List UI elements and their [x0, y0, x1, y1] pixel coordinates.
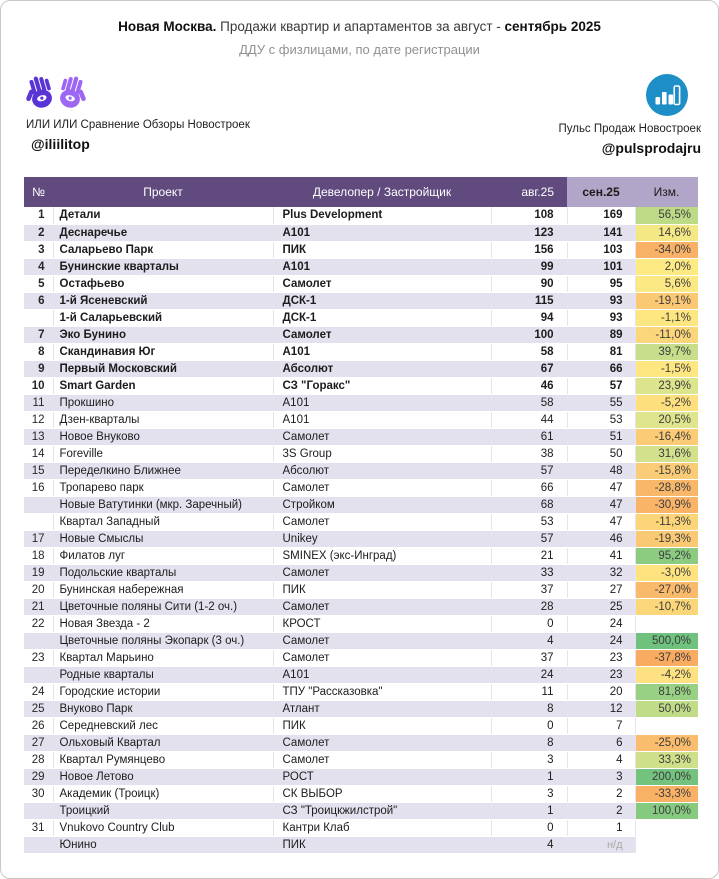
title-main: Продажи квартир и апартаментов за август - — [216, 19, 505, 34]
table-row — [24, 785, 698, 802]
sales-table — [24, 177, 698, 854]
row-change-value: -3,0% — [635, 564, 698, 581]
row-rank: 19 — [24, 564, 53, 581]
row-developer: РОСТ — [273, 768, 491, 785]
row-project-name: Внуково Парк — [53, 700, 273, 717]
row-rank: 24 — [24, 683, 53, 700]
row-aug25-value: 115 — [491, 292, 567, 309]
row-project-name: Городские истории — [53, 683, 273, 700]
row-developer: 3S Group — [273, 445, 491, 462]
table-row — [24, 700, 698, 717]
sales-table-body — [24, 207, 698, 853]
row-aug25-value: 8 — [491, 734, 567, 751]
row-aug25-value: 58 — [491, 394, 567, 411]
brand-left-handle: @iliilitop — [31, 136, 90, 152]
row-project-name: Дзен-кварталы — [53, 411, 273, 428]
row-sep25-value: 2 — [567, 802, 635, 819]
row-aug25-value: 33 — [491, 564, 567, 581]
col-header-developer: Девелопер / Застройщик — [273, 177, 491, 207]
row-developer: Самолет — [273, 326, 491, 343]
row-rank: 12 — [24, 411, 53, 428]
row-rank: 29 — [24, 768, 53, 785]
row-aug25-value: 99 — [491, 258, 567, 275]
row-rank: 8 — [24, 343, 53, 360]
row-change-value: 81,8% — [635, 683, 698, 700]
row-change-value: 14,6% — [635, 224, 698, 241]
row-rank: 25 — [24, 700, 53, 717]
table-row — [24, 462, 698, 479]
row-sep25-value: 7 — [567, 717, 635, 734]
row-sep25-value: 41 — [567, 547, 635, 564]
row-aug25-value: 3 — [491, 785, 567, 802]
table-row — [24, 836, 698, 853]
row-sep25-value: 3 — [567, 768, 635, 785]
table-row — [24, 377, 698, 394]
table-row — [24, 428, 698, 445]
table-row — [24, 768, 698, 785]
row-developer: Самолет — [273, 428, 491, 445]
row-aug25-value: 24 — [491, 666, 567, 683]
row-aug25-value: 4 — [491, 836, 567, 853]
row-aug25-value: 90 — [491, 275, 567, 292]
row-change-value: -37,8% — [635, 649, 698, 666]
row-aug25-value: 61 — [491, 428, 567, 445]
row-change-value: -1,5% — [635, 360, 698, 377]
row-aug25-value: 108 — [491, 207, 567, 224]
row-project-name: Квартал Западный — [53, 513, 273, 530]
row-aug25-value: 57 — [491, 530, 567, 547]
table-row — [24, 258, 698, 275]
row-aug25-value: 4 — [491, 632, 567, 649]
row-change-value: 95,2% — [635, 547, 698, 564]
row-sep25-value: 4 — [567, 751, 635, 768]
row-rank: 5 — [24, 275, 53, 292]
table-row — [24, 802, 698, 819]
row-project-name: Новые Смыслы — [53, 530, 273, 547]
row-developer: А101 — [273, 666, 491, 683]
row-sep25-value: 23 — [567, 649, 635, 666]
row-project-name: Скандинавия Юг — [53, 343, 273, 360]
row-project-name: Юнино — [53, 836, 273, 853]
row-rank — [24, 309, 53, 326]
row-sep25-value: 47 — [567, 496, 635, 513]
row-aug25-value: 67 — [491, 360, 567, 377]
row-change-value: -19,3% — [635, 530, 698, 547]
table-row — [24, 343, 698, 360]
row-developer: ДСК-1 — [273, 309, 491, 326]
row-developer: А101 — [273, 343, 491, 360]
row-developer: КРОСТ — [273, 615, 491, 632]
row-project-name: Академик (Троицк) — [53, 785, 273, 802]
row-change-value: -33,3% — [635, 785, 698, 802]
row-sep25-value: 20 — [567, 683, 635, 700]
row-sep25-value: 51 — [567, 428, 635, 445]
row-developer: Самолет — [273, 479, 491, 496]
row-rank — [24, 513, 53, 530]
row-developer: Абсолют — [273, 462, 491, 479]
row-sep25-value: 57 — [567, 377, 635, 394]
row-sep25-value: 46 — [567, 530, 635, 547]
row-change-value: 50,0% — [635, 700, 698, 717]
row-developer: Стройком — [273, 496, 491, 513]
row-aug25-value: 8 — [491, 700, 567, 717]
row-sep25-value: 12 — [567, 700, 635, 717]
bar-chart-circle-icon — [558, 73, 701, 117]
row-sep25-value: 6 — [567, 734, 635, 751]
table-row — [24, 564, 698, 581]
table-row — [24, 530, 698, 547]
row-developer: Самолет — [273, 734, 491, 751]
row-rank: 1 — [24, 207, 53, 224]
row-aug25-value: 21 — [491, 547, 567, 564]
row-project-name: Foreville — [53, 445, 273, 462]
row-change-value: 33,3% — [635, 751, 698, 768]
row-rank: 6 — [24, 292, 53, 309]
table-row — [24, 445, 698, 462]
row-project-name: Подольские кварталы — [53, 564, 273, 581]
row-aug25-value: 66 — [491, 479, 567, 496]
row-sep25-value: 89 — [567, 326, 635, 343]
col-header-sep25: сен.25 — [567, 177, 635, 207]
row-change-value: 56,5% — [635, 207, 698, 224]
row-developer: Самолет — [273, 598, 491, 615]
col-header-rank: № — [24, 177, 53, 207]
table-row — [24, 394, 698, 411]
row-change-value: 23,9% — [635, 377, 698, 394]
table-row — [24, 547, 698, 564]
row-project-name: Троицкий — [53, 802, 273, 819]
row-developer: Самолет — [273, 649, 491, 666]
row-rank: 7 — [24, 326, 53, 343]
table-row — [24, 479, 698, 496]
col-header-change: Изм. — [635, 177, 698, 207]
row-project-name: Переделкино Ближнее — [53, 462, 273, 479]
row-change-value: 100,0% — [635, 802, 698, 819]
row-project-name: Деснаречье — [53, 224, 273, 241]
row-sep25-value: 2 — [567, 785, 635, 802]
row-rank — [24, 496, 53, 513]
row-change-value — [635, 836, 698, 853]
row-sep25-value: 103 — [567, 241, 635, 258]
page-title — [1, 19, 718, 34]
brand-left — [26, 73, 250, 152]
table-row — [24, 360, 698, 377]
row-developer: СЗ "Горакс" — [273, 377, 491, 394]
row-change-value: 20,5% — [635, 411, 698, 428]
row-project-name: Бунинские кварталы — [53, 258, 273, 275]
brand-right — [558, 73, 701, 156]
row-developer: ДСК-1 — [273, 292, 491, 309]
row-aug25-value: 11 — [491, 683, 567, 700]
row-project-name: Родные кварталы — [53, 666, 273, 683]
row-change-value: -25,0% — [635, 734, 698, 751]
table-row — [24, 717, 698, 734]
row-sep25-value: 47 — [567, 513, 635, 530]
table-row — [24, 309, 698, 326]
table-row — [24, 598, 698, 615]
row-aug25-value: 53 — [491, 513, 567, 530]
row-sep25-value: 32 — [567, 564, 635, 581]
table-row — [24, 224, 698, 241]
table-row — [24, 581, 698, 598]
row-developer: Самолет — [273, 632, 491, 649]
row-change-value: 5,6% — [635, 275, 698, 292]
col-header-project: Проект — [53, 177, 273, 207]
row-aug25-value: 58 — [491, 343, 567, 360]
row-developer: Абсолют — [273, 360, 491, 377]
table-row — [24, 632, 698, 649]
row-change-value: 39,7% — [635, 343, 698, 360]
row-rank — [24, 632, 53, 649]
row-rank: 4 — [24, 258, 53, 275]
row-change-value — [635, 819, 698, 836]
row-aug25-value: 44 — [491, 411, 567, 428]
row-developer: ПИК — [273, 241, 491, 258]
row-sep25-value: 141 — [567, 224, 635, 241]
brand-left-name: ИЛИ ИЛИ Сравнение Обзоры Новостроек — [26, 119, 250, 131]
row-aug25-value: 38 — [491, 445, 567, 462]
row-rank — [24, 802, 53, 819]
row-sep25-value: 169 — [567, 207, 635, 224]
row-project-name: Новое Летово — [53, 768, 273, 785]
row-rank: 20 — [24, 581, 53, 598]
row-rank: 16 — [24, 479, 53, 496]
row-sep25-value: 93 — [567, 309, 635, 326]
row-sep25-value: 27 — [567, 581, 635, 598]
row-project-name: Детали — [53, 207, 273, 224]
brand-right-handle: @pulsprodajru — [601, 140, 701, 156]
row-sep25-value: н/д — [567, 836, 635, 853]
row-sep25-value: 24 — [567, 615, 635, 632]
table-row — [24, 241, 698, 258]
row-change-value: -15,8% — [635, 462, 698, 479]
row-developer: Самолет — [273, 513, 491, 530]
row-aug25-value: 1 — [491, 802, 567, 819]
row-developer: Самолет — [273, 275, 491, 292]
row-developer: ПИК — [273, 717, 491, 734]
row-rank: 22 — [24, 615, 53, 632]
table-row — [24, 496, 698, 513]
row-developer: Самолет — [273, 751, 491, 768]
row-aug25-value: 100 — [491, 326, 567, 343]
row-aug25-value: 3 — [491, 751, 567, 768]
col-header-aug25: авг.25 — [491, 177, 567, 207]
row-developer: ТПУ "Рассказовка" — [273, 683, 491, 700]
row-change-value: -19,1% — [635, 292, 698, 309]
table-header — [24, 177, 698, 207]
row-project-name: Vnukovo Country Club — [53, 819, 273, 836]
row-rank: 2 — [24, 224, 53, 241]
row-rank — [24, 836, 53, 853]
row-change-value: 200,0% — [635, 768, 698, 785]
row-rank — [24, 666, 53, 683]
row-aug25-value: 0 — [491, 819, 567, 836]
table-row — [24, 734, 698, 751]
row-aug25-value: 94 — [491, 309, 567, 326]
table-row — [24, 649, 698, 666]
row-project-name: Новая Звезда - 2 — [53, 615, 273, 632]
row-developer: ПИК — [273, 836, 491, 853]
row-project-name: Остафьево — [53, 275, 273, 292]
row-aug25-value: 57 — [491, 462, 567, 479]
row-aug25-value: 1 — [491, 768, 567, 785]
row-rank: 10 — [24, 377, 53, 394]
row-aug25-value: 37 — [491, 649, 567, 666]
row-developer: Самолет — [273, 564, 491, 581]
row-rank: 30 — [24, 785, 53, 802]
row-rank: 14 — [24, 445, 53, 462]
row-change-value: -10,7% — [635, 598, 698, 615]
row-project-name: Цветочные поляны Экопарк (3 оч.) — [53, 632, 273, 649]
row-sep25-value: 101 — [567, 258, 635, 275]
row-rank: 18 — [24, 547, 53, 564]
table-row — [24, 751, 698, 768]
row-rank: 13 — [24, 428, 53, 445]
row-project-name: Новые Ватутинки (мкр. Заречный) — [53, 496, 273, 513]
row-project-name: Квартал Румянцево — [53, 751, 273, 768]
row-change-value: -16,4% — [635, 428, 698, 445]
row-rank: 15 — [24, 462, 53, 479]
row-sep25-value: 55 — [567, 394, 635, 411]
row-rank: 9 — [24, 360, 53, 377]
row-project-name: Саларьево Парк — [53, 241, 273, 258]
table-row — [24, 275, 698, 292]
row-sep25-value: 24 — [567, 632, 635, 649]
page-subtitle: ДДУ с физлицами, по дате регистрации — [239, 42, 480, 57]
row-sep25-value: 53 — [567, 411, 635, 428]
table-row — [24, 513, 698, 530]
title-suffix: сентябрь 2025 — [504, 19, 601, 34]
row-aug25-value: 46 — [491, 377, 567, 394]
row-project-name: Цветочные поляны Сити (1-2 оч.) — [53, 598, 273, 615]
table-row — [24, 292, 698, 309]
row-change-value — [635, 615, 698, 632]
row-project-name: Филатов луг — [53, 547, 273, 564]
row-change-value: -1,1% — [635, 309, 698, 326]
row-project-name: Середневский лес — [53, 717, 273, 734]
row-aug25-value: 68 — [491, 496, 567, 513]
row-developer: Кантри Клаб — [273, 819, 491, 836]
row-developer: Атлант — [273, 700, 491, 717]
row-rank: 11 — [24, 394, 53, 411]
row-project-name: Ольховый Квартал — [53, 734, 273, 751]
row-project-name: Smart Garden — [53, 377, 273, 394]
row-project-name: Прокшино — [53, 394, 273, 411]
row-sep25-value: 48 — [567, 462, 635, 479]
row-developer: А101 — [273, 258, 491, 275]
row-sep25-value: 1 — [567, 819, 635, 836]
brand-right-name: Пульс Продаж Новостроек — [558, 123, 701, 135]
row-rank: 17 — [24, 530, 53, 547]
row-developer: А101 — [273, 411, 491, 428]
row-project-name: Тропарево парк — [53, 479, 273, 496]
row-aug25-value: 156 — [491, 241, 567, 258]
row-change-value: -11,3% — [635, 513, 698, 530]
row-change-value — [635, 717, 698, 734]
row-developer: А101 — [273, 394, 491, 411]
row-aug25-value: 0 — [491, 717, 567, 734]
table-row — [24, 615, 698, 632]
row-project-name: Квартал Марьино — [53, 649, 273, 666]
row-rank: 26 — [24, 717, 53, 734]
table-row — [24, 207, 698, 224]
row-developer: Unikey — [273, 530, 491, 547]
row-change-value: 500,0% — [635, 632, 698, 649]
row-change-value: 2,0% — [635, 258, 698, 275]
row-developer: Plus Development — [273, 207, 491, 224]
row-change-value: -30,9% — [635, 496, 698, 513]
table-row — [24, 666, 698, 683]
row-rank: 21 — [24, 598, 53, 615]
table-row — [24, 326, 698, 343]
table-row — [24, 411, 698, 428]
row-rank: 3 — [24, 241, 53, 258]
row-sep25-value: 23 — [567, 666, 635, 683]
row-developer: А101 — [273, 224, 491, 241]
row-sep25-value: 93 — [567, 292, 635, 309]
row-change-value: -4,2% — [635, 666, 698, 683]
row-change-value: -27,0% — [635, 581, 698, 598]
row-sep25-value: 95 — [567, 275, 635, 292]
row-developer: СЗ "Троицкжилстрой" — [273, 802, 491, 819]
row-project-name: Бунинская набережная — [53, 581, 273, 598]
row-change-value: -11,0% — [635, 326, 698, 343]
two-hands-icon — [26, 73, 250, 113]
row-project-name: 1-й Ясеневский — [53, 292, 273, 309]
row-sep25-value: 25 — [567, 598, 635, 615]
row-sep25-value: 50 — [567, 445, 635, 462]
row-developer: SMINEX (экс-Инград) — [273, 547, 491, 564]
row-sep25-value: 47 — [567, 479, 635, 496]
row-rank: 28 — [24, 751, 53, 768]
row-aug25-value: 0 — [491, 615, 567, 632]
title-prefix: Новая Москва. — [118, 19, 217, 34]
row-change-value: -5,2% — [635, 394, 698, 411]
row-sep25-value: 66 — [567, 360, 635, 377]
row-rank: 23 — [24, 649, 53, 666]
row-project-name: Новое Внуково — [53, 428, 273, 445]
row-aug25-value: 123 — [491, 224, 567, 241]
row-change-value: -34,0% — [635, 241, 698, 258]
table-row — [24, 819, 698, 836]
row-change-value: 31,6% — [635, 445, 698, 462]
row-project-name: Первый Московский — [53, 360, 273, 377]
row-change-value: -28,8% — [635, 479, 698, 496]
row-developer: ПИК — [273, 581, 491, 598]
row-rank: 27 — [24, 734, 53, 751]
row-aug25-value: 28 — [491, 598, 567, 615]
row-project-name: 1-й Саларьевский — [53, 309, 273, 326]
row-aug25-value: 37 — [491, 581, 567, 598]
row-developer: СК ВЫБОР — [273, 785, 491, 802]
row-project-name: Эко Бунино — [53, 326, 273, 343]
table-row — [24, 683, 698, 700]
row-rank: 31 — [24, 819, 53, 836]
row-sep25-value: 81 — [567, 343, 635, 360]
